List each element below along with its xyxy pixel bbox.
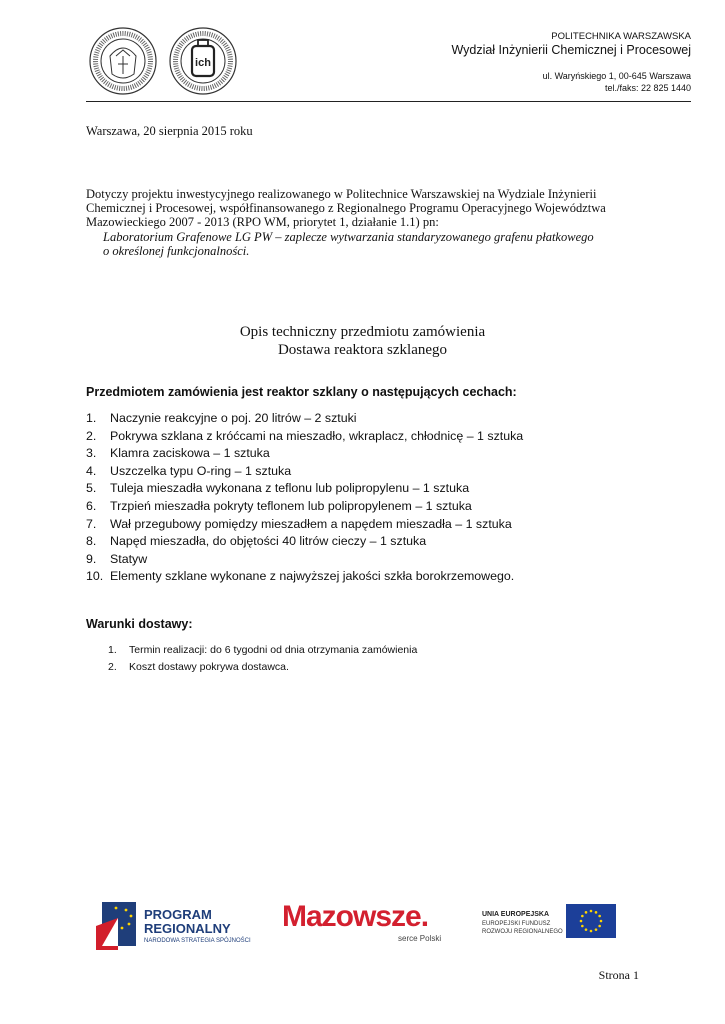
faculty-seal-logo — [168, 26, 238, 96]
eu-star-icon — [598, 915, 601, 918]
list-item-number: 1. — [86, 411, 97, 425]
eu-star-icon — [600, 920, 603, 923]
project-title-italic: Laboratorium Grafenowe LG PW – zaplecze wytwarzania standaryzowanego grafenu płatkowego — [103, 229, 594, 244]
svg-text:ich: ich — [195, 57, 211, 69]
list-item-number: 5. — [86, 481, 97, 496]
list-item-number: 10. — [86, 569, 104, 584]
eu-star-icon — [595, 911, 598, 914]
title-line-1: Opis techniczny przedmiotu zamówienia — [239, 324, 486, 340]
list-item — [86, 445, 523, 463]
eu-line-2: EUROPEJSKI FUNDUSZ — [482, 921, 551, 927]
list-item-text: Pokrywa szklana z króćcami na mieszadło, wkraplacz, chłodnicę – 1 sztuka — [110, 428, 524, 443]
list-item-text: Elementy szklane wykonane z najwyższej jakości szkła borokrzemowego. — [110, 569, 515, 584]
list-item-number: 4. — [86, 463, 97, 478]
features-list — [86, 410, 523, 586]
list-item-number: 7. — [86, 516, 97, 531]
list-item — [86, 410, 523, 428]
list-item — [86, 516, 523, 534]
list-item-number: 2. — [86, 428, 97, 443]
program-line-2: REGIONALNY — [144, 921, 231, 936]
eu-line-3: ROZWOJU REGIONALNEGO — [482, 929, 563, 935]
eu-star-icon — [585, 911, 588, 914]
mazowsze-logo: Mazowsze. — [282, 900, 429, 933]
program-line-1: PROGRAM — [144, 907, 212, 922]
list-item-text: Naczynie reakcyjne o poj. 20 litrów – 2 sztuki — [110, 411, 357, 425]
delivery-terms-heading: Warunki dostawy: — [86, 617, 193, 631]
eu-star-icon — [580, 920, 583, 923]
list-item — [86, 498, 523, 516]
list-item-text: Napęd mieszadła, do objętości 40 litrów cieczy – 1 sztuka — [110, 534, 427, 549]
list-item — [86, 480, 523, 498]
lead-heading: Przedmiotem zamówienia jest reaktor szklany o następujących cechach: — [86, 385, 517, 399]
eu-star-icon — [581, 925, 584, 928]
list-item-text: Tuleja mieszadła wykonana z teflonu lub polipropylenu – 1 sztuka — [110, 481, 470, 496]
project-title-italic-cont: o określonej funkcjonalności. — [103, 243, 250, 258]
list-item-text: Klamra zaciskowa – 1 sztuka — [110, 446, 270, 461]
address: ul. Waryńskiego 1, 00-645 Warszawa — [542, 71, 691, 81]
list-item — [108, 642, 417, 659]
list-item-text: Statyw — [110, 551, 148, 566]
project-intro — [86, 187, 641, 258]
eu-flag-icon — [566, 904, 616, 938]
list-item-number: 6. — [86, 498, 97, 513]
university-seal-logo — [88, 26, 158, 96]
list-item-number: 2. — [108, 661, 117, 673]
list-item — [86, 533, 523, 551]
list-item-text: Trzpień mieszadła pokryty teflonem lub polipropylenem – 1 sztuka — [110, 498, 472, 513]
eu-star-icon — [585, 928, 588, 931]
footer-logos — [96, 896, 636, 956]
university-name: POLITECHNIKA WARSZAWSKA — [551, 31, 691, 42]
faculty-name: Wydział Inżynierii Chemicznej i Procesowej — [451, 43, 691, 57]
eu-star-icon — [598, 925, 601, 928]
list-item-text: Koszt dostawy pokrywa dostawca. — [129, 661, 289, 673]
list-item-text: Termin realizacji: do 6 tygodni od dnia otrzymania zamówienia — [129, 644, 418, 656]
list-item-text: Uszczelka typu O-ring – 1 sztuka — [110, 463, 292, 478]
page-number: Strona 1 — [598, 968, 639, 982]
list-item — [108, 659, 417, 676]
list-item — [86, 463, 523, 481]
document-title — [0, 323, 725, 359]
phone: tel./faks: 22 825 1440 — [604, 83, 691, 93]
intro-text: Dotyczy projektu inwestycyjnego realizowanego w Politechnice Warszawskiej na Wydziale Inżynierii Chemicznej i Procesowej, współfinansowanego z Regionalnego Programu Operacyjnego Województwa Mazowieckiego 2007 - 2013 (RPO WM, priorytet 1, działanie 1.1) pn: — [86, 187, 606, 230]
list-item-number: 8. — [86, 534, 97, 549]
list-item-number: 3. — [86, 446, 97, 461]
eu-star-icon — [590, 910, 593, 913]
list-item — [86, 551, 523, 569]
list-item-text: Wał przegubowy pomiędzy mieszadłem a napędem mieszadła – 1 sztuka — [110, 516, 512, 531]
eu-line-1: UNIA EUROPEJSKA — [482, 911, 550, 918]
eu-star-icon — [590, 930, 593, 933]
title-line-2: Dostawa reaktora szklanego — [277, 342, 448, 358]
mazowsze-tagline: serce Polski — [398, 934, 442, 943]
eu-star-icon — [581, 915, 584, 918]
date-line: Warszawa, 20 sierpnia 2015 roku — [86, 124, 253, 138]
program-regionalny-logo — [96, 898, 140, 950]
delivery-terms-list — [108, 642, 417, 676]
list-item — [86, 568, 523, 586]
list-item-number: 9. — [86, 551, 97, 566]
list-item — [86, 428, 523, 446]
eu-star-icon — [595, 928, 598, 931]
list-item-number: 1. — [108, 644, 117, 656]
program-line-3: NARODOWA STRATEGIA SPÓJNOŚCI — [144, 938, 251, 944]
header-divider — [86, 101, 691, 102]
